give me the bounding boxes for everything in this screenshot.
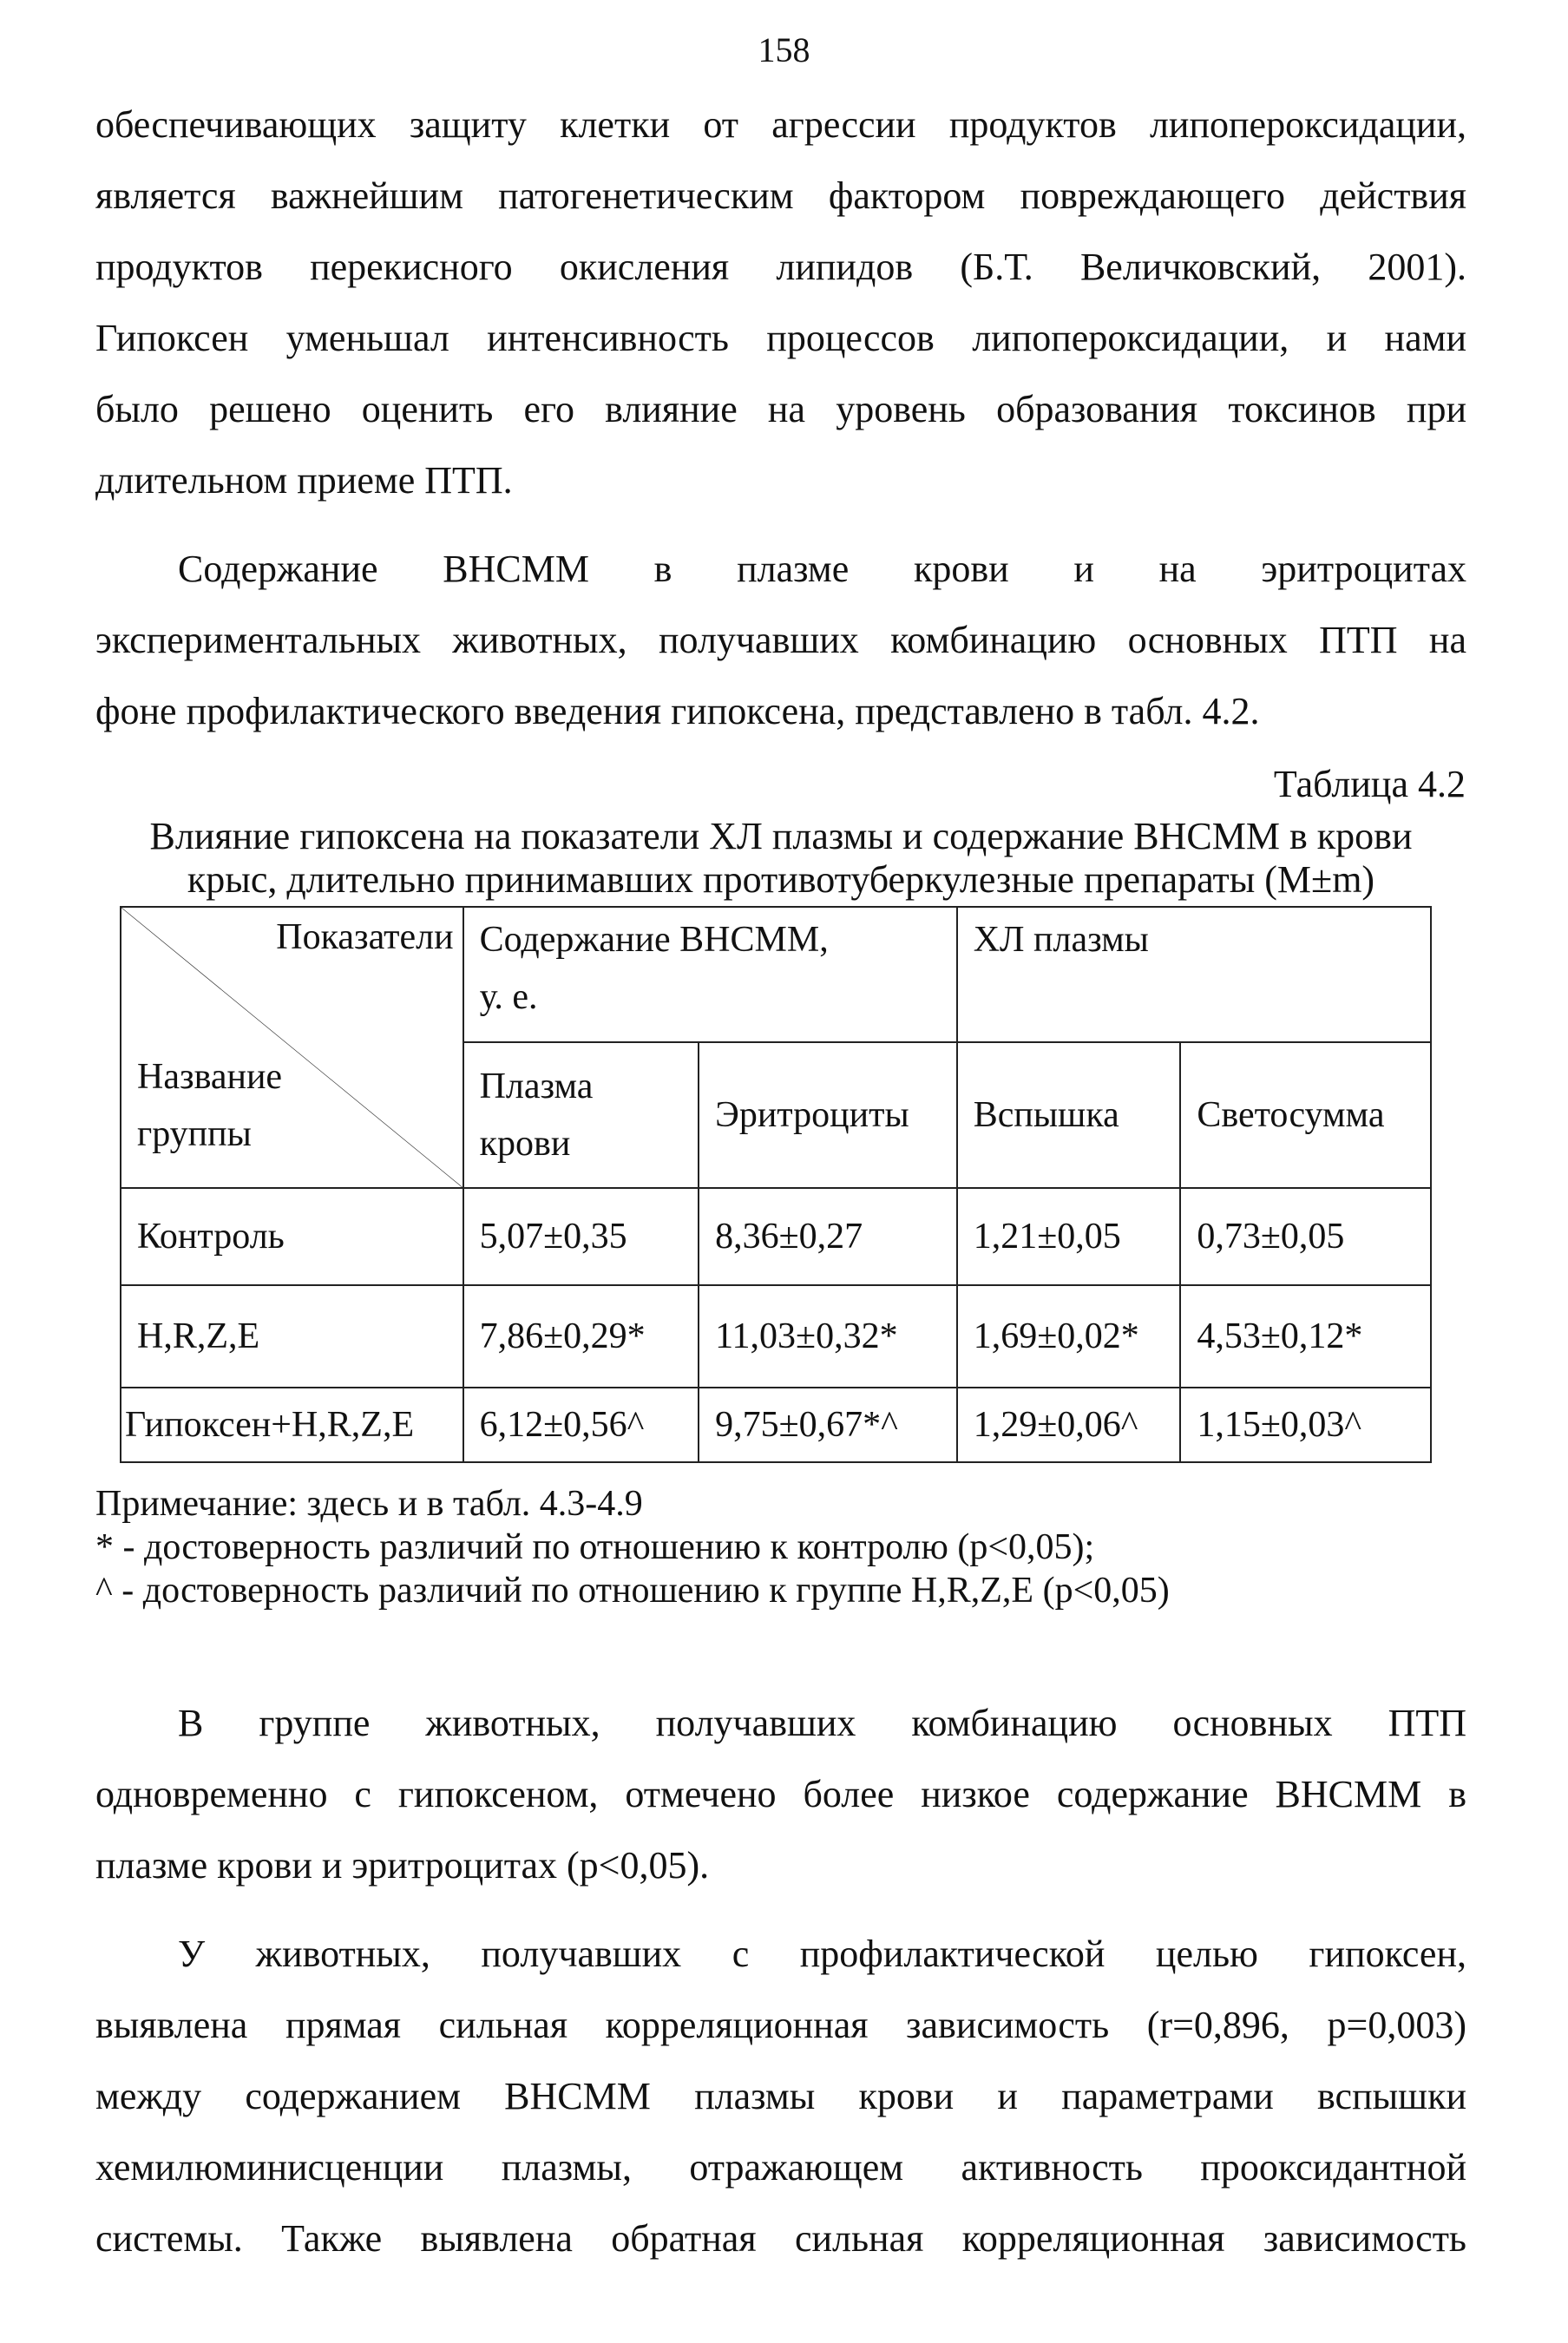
header-group-vnsmm: Содержание ВНСММ, у. е. [463,907,957,1042]
table-cell: 8,36±0,27 [699,1188,957,1285]
table-note: Примечание: здесь и в табл. 4.3-4.9 [95,1484,643,1524]
table-cell: 1,69±0,02* [957,1285,1181,1388]
table-cell: 4,53±0,12* [1180,1285,1431,1388]
table-note: ^ - достоверность различий по отношению к группе H,R,Z,E (p<0,05) [95,1571,1170,1611]
header-lightsum: Светосумма [1180,1042,1431,1188]
corner-bottom-label: Название группы [137,1057,283,1154]
table-note: * - достоверность различий по отношению к контролю (p<0,05); [95,1527,1095,1567]
text-line: было решено оценить его влияние на уровень образования токсинов при [95,388,1466,430]
header-flash: Вспышка [957,1042,1181,1188]
text-line: Гипоксен уменьшал интенсивность процессов липопероксидации, и нами [95,317,1466,359]
table-title: Влияние гипоксена на показатели ХЛ плазмы и содержание ВНСММ в крови [149,815,1413,857]
table-cell: Гипоксен+H,R,Z,E [121,1388,463,1462]
header-erythrocytes: Эритроциты [699,1042,957,1188]
table-cell: Контроль [121,1188,463,1285]
table-cell: 0,73±0,05 [1180,1188,1431,1285]
data-table [120,906,1432,1463]
text-line: продуктов перекисного окисления липидов (Б.Т. Величковский, 2001). [95,246,1466,288]
text-line: Содержание ВНСММ в плазме крови и на эритроцитах [178,548,1466,590]
header-group-hl: ХЛ плазмы [957,907,1431,1042]
text-line: фоне профилактического введения гипоксена, представлено в табл. 4.2. [95,690,1260,732]
text-line: экспериментальных животных, получавших комбинацию основных ПТП на [95,619,1466,661]
table-cell: 1,29±0,06^ [957,1388,1181,1462]
table-cell: 9,75±0,67*^ [699,1388,957,1462]
text-line: плазме крови и эритроцитах (p<0,05). [95,1844,710,1887]
table-row [121,1188,1431,1285]
text-line: длительном приеме ПТП. [95,459,513,502]
text-line: хемилюминисценции плазмы, отражающем активность прооксидантной [95,2146,1466,2189]
text-line: одновременно с гипоксеном, отмечено более низкое содержание ВНСММ в [95,1773,1466,1815]
table-cell: 11,03±0,32* [699,1285,957,1388]
table-title: крыс, длительно принимавших противотуберкулезные препараты (M±m) [187,858,1375,901]
table-row [121,1388,1431,1462]
text-line: обеспечивающих защиту клетки от агрессии продуктов липопероксидации, [95,103,1466,146]
page-number: 158 [758,30,810,69]
header-plasma: Плазма крови [463,1042,699,1188]
text-line: выявлена прямая сильная корреляционная зависимость (r=0,896, p=0,003) [95,2004,1466,2046]
table-label: Таблица 4.2 [1273,763,1466,805]
table-cell: H,R,Z,E [121,1285,463,1388]
text-line: В группе животных, получавших комбинацию основных ПТП [178,1702,1466,1744]
text-line: У животных, получавших с профилактической целью гипоксен, [178,1933,1466,1975]
text-line: системы. Также выявлена обратная сильная корреляционная зависимость [95,2217,1466,2260]
table-row [121,1285,1431,1388]
table-cell: 1,15±0,03^ [1180,1388,1431,1462]
text-line: является важнейшим патогенетическим фактором повреждающего действия [95,174,1466,217]
table-cell: 1,21±0,05 [957,1188,1181,1285]
table-cell: 7,86±0,29* [463,1285,699,1388]
table-cell: 6,12±0,56^ [463,1388,699,1462]
table-cell: 5,07±0,35 [463,1188,699,1285]
text-line: между содержанием ВНСММ плазмы крови и параметрами вспышки [95,2075,1466,2117]
corner-top-label: Показатели [276,917,454,957]
table-corner-cell [121,907,463,1188]
